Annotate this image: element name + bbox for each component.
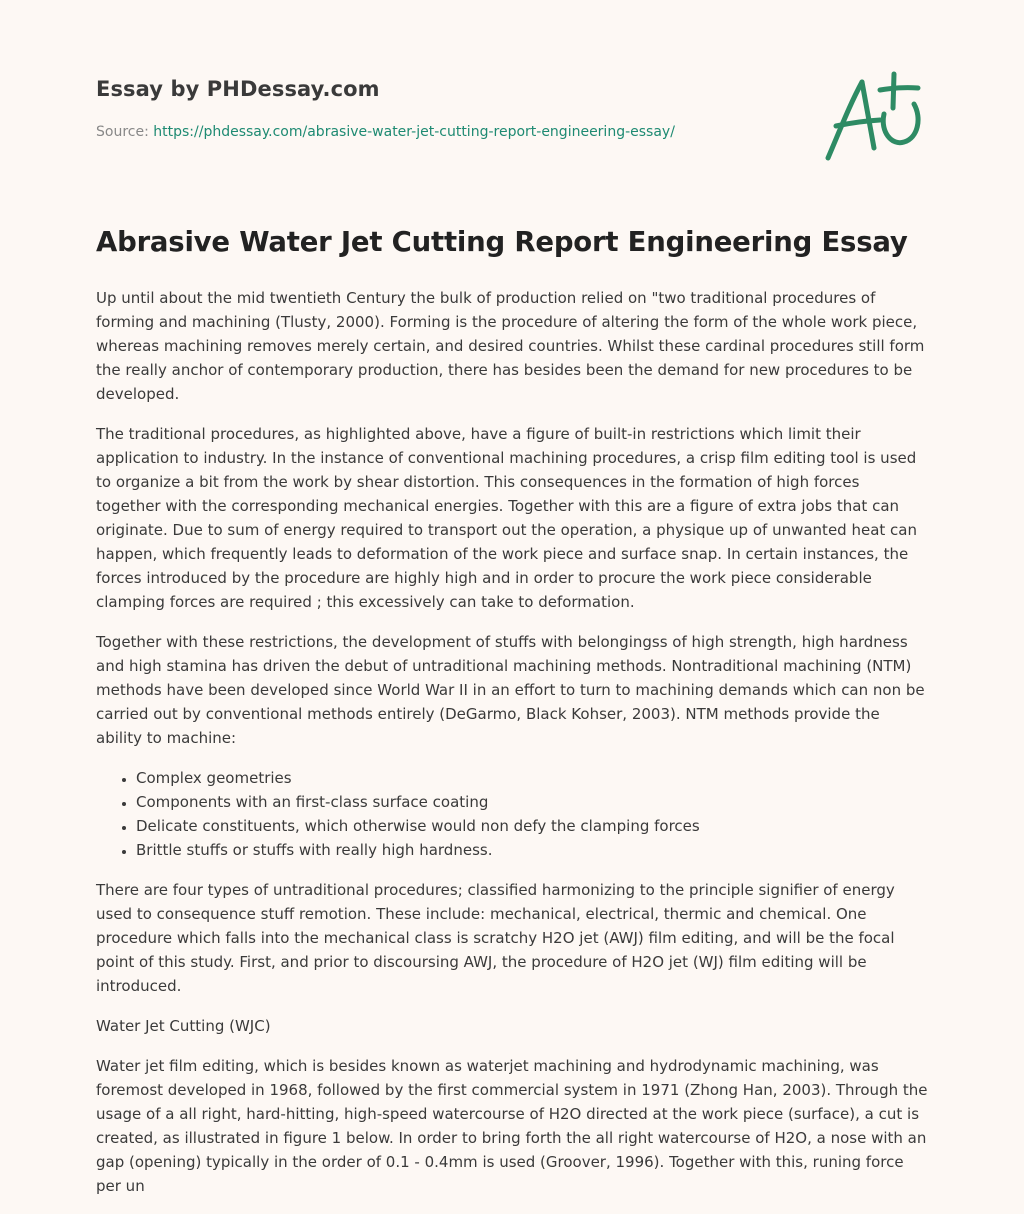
essay-paragraph-5: Water jet film editing, which is besides known as waterjet machining and hydrodynamic machining, was foremost developed in 1968, followed by the first commercial system in 1971 (Zhong Han, 2003). Through the usage of a all right, hard-hitting, high-speed watercourse of H2O directed at the work piece (surface), a cut is created, as illustrated in figure 1 below. In order to bring forth the all right watercourse of H2O, a nose with an gap (opening) typically in the order of 0.1 - 0.4mm is used (Groover, 1996). Together with this, runing force per un <box>96 1057 928 1195</box>
essay-paragraph-2: The traditional procedures, as highlighted above, have a figure of built-in restrictions which limit their application to industry. In the instance of conventional machining procedures, a crisp film editing tool is used to organize a bit from the work by shear distortion. This consequences in the formation of high forces together with the corresponding mechanical energies. Together with this are a figure of extra jobs that can originate. Due to sum of energy required to transport out the operation, a physique up of unwanted heat can happen, which frequently leads to deformation of the work piece and surface snap. In certain instances, the forces introduced by the procedure are highly high and in order to procure the work piece considerable clamping forces are required ; this excessively can take to deformation. <box>96 425 917 611</box>
source-label: Source: <box>96 124 154 140</box>
list-item: • Brittle stuffs or stuffs with really high hardness. <box>136 838 928 862</box>
list-item: • Delicate constituents, which otherwise would non defy the clamping forces <box>136 814 928 838</box>
ntm-capabilities-list <box>96 766 928 862</box>
essay-paragraph-1: Up until about the mid twentieth Century the bulk of production relied on "two traditional procedures of forming and machining (Tlusty, 2000). Forming is the procedure of altering the form of the whole work piece, whereas machining removes merely certain, and desired countries. Whilst these cardinal procedures still form the really anchor of contemporary production, there has besides been the demand for new procedures to be developed. <box>96 289 925 403</box>
essay-body <box>96 286 928 1214</box>
source-link[interactable]: https://phdessay.com/abrasive-water-jet-cutting-report-engineering-essay/ <box>153 124 675 140</box>
site-brand: Essay by PHDessay.com <box>96 77 380 101</box>
essay-paragraph-4: There are four types of untraditional procedures; classified harmonizing to the principle signifier of energy used to consequence stuff remotion. These include: mechanical, electrical, thermic and chemical. One procedure which falls into the mechanical class is scratchy H2O jet (AWJ) film editing, and will be the focal point of this study. First, and prior to discoursing AWJ, the procedure of H2O jet (WJ) film editing will be introduced. <box>96 881 895 995</box>
section-heading: Water Jet Cutting (WJC) <box>96 1017 271 1035</box>
a-plus-logo-icon <box>822 68 926 164</box>
essay-title: Abrasive Water Jet Cutting Report Engineering Essay <box>96 226 908 258</box>
essay-paragraph-3: Together with these restrictions, the development of stuffs with belongingss of high strength, high hardness and high stamina has driven the debut of untraditional machining methods. Nontraditional machining (NTM) methods have been developed since World War II in an effort to turn to machining demands which can non be carried out by conventional methods entirely (DeGarmo, Black Kohser, 2003). NTM methods provide the ability to machine: <box>96 633 925 747</box>
list-item: • Components with an first-class surface coating <box>136 790 928 814</box>
list-item: • Complex geometries <box>136 766 928 790</box>
source-line <box>96 124 675 140</box>
